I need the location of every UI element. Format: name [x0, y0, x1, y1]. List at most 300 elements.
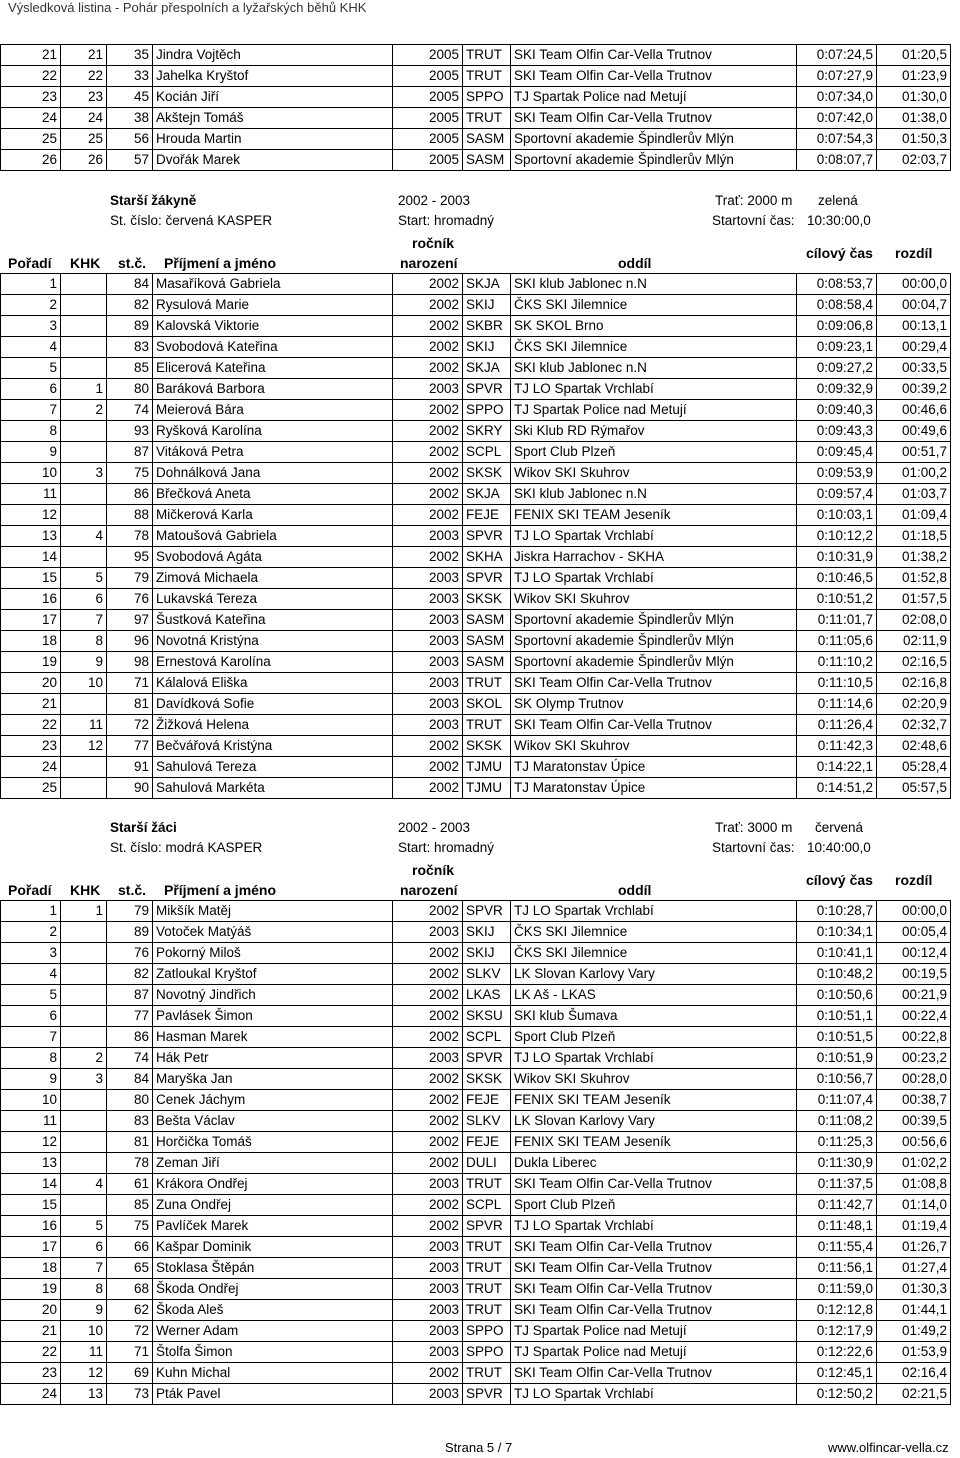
cell-club: FENIX SKI TEAM Jeseník	[511, 505, 797, 526]
cell-diff: 00:46,6	[877, 400, 951, 421]
cell-club-code: SKOL	[463, 694, 511, 715]
cell-diff: 01:02,2	[877, 1153, 951, 1174]
cell-name: Pavlásek Šimon	[153, 1006, 393, 1027]
table-row	[1, 66, 951, 87]
cell-club: SKI Team Olfin Car-Vella Trutnov	[511, 108, 797, 129]
document-title: Výsledková listina - Pohár přespolních a lyžařských běhů KHK	[8, 0, 367, 15]
cell-club-code: TRUT	[463, 66, 511, 87]
cell-khk	[61, 358, 107, 379]
table-row	[1, 108, 951, 129]
cell-diff: 00:38,7	[877, 1090, 951, 1111]
cell-stc: 33	[107, 66, 153, 87]
cell-khk: 5	[61, 568, 107, 589]
cell-club-code: SKSK	[463, 463, 511, 484]
cell-stc: 35	[107, 45, 153, 66]
cell-poradi: 11	[1, 484, 61, 505]
cell-club: TJ LO Spartak Vrchlabí	[511, 1384, 797, 1405]
cell-time: 0:11:59,0	[797, 1279, 877, 1300]
cell-name: Ernestová Karolína	[153, 652, 393, 673]
results-table-boys	[0, 900, 951, 1405]
cell-stc: 91	[107, 757, 153, 778]
cell-time: 0:11:10,5	[797, 673, 877, 694]
cell-club: SKI Team Olfin Car-Vella Trutnov	[511, 1237, 797, 1258]
cell-year: 2003	[393, 1384, 463, 1405]
cell-khk: 2	[61, 400, 107, 421]
table-row	[1, 379, 951, 400]
cell-club: ČKS SKI Jilemnice	[511, 922, 797, 943]
cell-name: Vitáková Petra	[153, 442, 393, 463]
cell-stc: 75	[107, 463, 153, 484]
col-header-stc: st.č.	[118, 882, 147, 898]
cell-diff: 01:23,9	[877, 66, 951, 87]
cell-khk	[61, 337, 107, 358]
table-row	[1, 673, 951, 694]
cell-khk: 6	[61, 589, 107, 610]
cell-name: Meierová Bára	[153, 400, 393, 421]
cell-time: 0:12:12,8	[797, 1300, 877, 1321]
cell-name: Hák Petr	[153, 1048, 393, 1069]
cell-name: Kalovská Viktorie	[153, 316, 393, 337]
cell-stc: 97	[107, 610, 153, 631]
cell-year: 2003	[393, 652, 463, 673]
cell-year: 2003	[393, 1342, 463, 1363]
cell-club: TJ Spartak Police nad Metují	[511, 400, 797, 421]
category-name: Starší žákyně	[110, 193, 197, 208]
cell-time: 0:10:51,1	[797, 1006, 877, 1027]
cell-diff: 01:19,4	[877, 1216, 951, 1237]
cell-club-code: SKRY	[463, 421, 511, 442]
table-row	[1, 568, 951, 589]
cell-year: 2003	[393, 694, 463, 715]
cell-khk: 7	[61, 610, 107, 631]
cell-club: SKI Team Olfin Car-Vella Trutnov	[511, 1300, 797, 1321]
cell-poradi: 10	[1, 1090, 61, 1111]
cell-club: SKI Team Olfin Car-Vella Trutnov	[511, 45, 797, 66]
cell-khk: 4	[61, 1174, 107, 1195]
cell-poradi: 2	[1, 922, 61, 943]
cell-poradi: 9	[1, 442, 61, 463]
cell-time: 0:10:34,1	[797, 922, 877, 943]
cell-time: 0:08:07,7	[797, 150, 877, 171]
cell-year: 2002	[393, 778, 463, 799]
cell-name: Svobodová Kateřina	[153, 337, 393, 358]
cell-diff: 01:30,0	[877, 87, 951, 108]
cell-year: 2003	[393, 673, 463, 694]
cell-poradi: 24	[1, 1384, 61, 1405]
track-length: Trať: 3000 m	[715, 820, 793, 835]
cell-year: 2003	[393, 1237, 463, 1258]
cell-diff: 00:00,0	[877, 901, 951, 922]
cell-khk: 2	[61, 1048, 107, 1069]
footer-url: www.olfincar-vella.cz	[828, 1440, 949, 1455]
cell-stc: 72	[107, 1321, 153, 1342]
cell-club-code: SKJA	[463, 484, 511, 505]
table-row	[1, 943, 951, 964]
cell-name: Baráková Barbora	[153, 379, 393, 400]
cell-time: 0:09:32,9	[797, 379, 877, 400]
cell-club: TJ Maratonstav Úpice	[511, 778, 797, 799]
table-row	[1, 1237, 951, 1258]
cell-club-code: SASM	[463, 652, 511, 673]
cell-khk: 9	[61, 1300, 107, 1321]
cell-diff: 02:21,5	[877, 1384, 951, 1405]
cell-time: 0:10:56,7	[797, 1069, 877, 1090]
cell-club-code: SKIJ	[463, 922, 511, 943]
results-table-girls	[0, 273, 951, 799]
cell-khk: 12	[61, 1363, 107, 1384]
cell-time: 0:12:45,1	[797, 1363, 877, 1384]
cell-khk: 12	[61, 736, 107, 757]
cell-diff: 01:49,2	[877, 1321, 951, 1342]
cell-year: 2002	[393, 358, 463, 379]
cell-diff: 00:51,7	[877, 442, 951, 463]
track-color: červená	[815, 820, 864, 835]
category-name: Starší žáci	[110, 820, 177, 835]
cell-name: Pavlíček Marek	[153, 1216, 393, 1237]
cell-stc: 86	[107, 484, 153, 505]
cell-stc: 81	[107, 1132, 153, 1153]
cell-diff: 01:50,3	[877, 129, 951, 150]
cell-club-code: SCPL	[463, 442, 511, 463]
table-row	[1, 442, 951, 463]
table-row	[1, 358, 951, 379]
cell-diff: 02:16,8	[877, 673, 951, 694]
table-row	[1, 589, 951, 610]
cell-year: 2003	[393, 631, 463, 652]
cell-time: 0:09:06,8	[797, 316, 877, 337]
cell-poradi: 12	[1, 505, 61, 526]
cell-khk	[61, 1111, 107, 1132]
cell-time: 0:09:57,4	[797, 484, 877, 505]
cell-poradi: 22	[1, 1342, 61, 1363]
cell-club: ČKS SKI Jilemnice	[511, 943, 797, 964]
cell-club-code: SKIJ	[463, 295, 511, 316]
cell-year: 2003	[393, 922, 463, 943]
cell-name: Šustková Kateřina	[153, 610, 393, 631]
cell-time: 0:12:17,9	[797, 1321, 877, 1342]
cell-khk	[61, 943, 107, 964]
cell-club: TJ LO Spartak Vrchlabí	[511, 568, 797, 589]
cell-name: Zatloukal Kryštof	[153, 964, 393, 985]
cell-year: 2005	[393, 129, 463, 150]
cell-poradi: 20	[1, 673, 61, 694]
cell-poradi: 8	[1, 421, 61, 442]
cell-club-code: TRUT	[463, 1174, 511, 1195]
cell-club: Sportovní akademie Špindlerův Mlýn	[511, 631, 797, 652]
cell-poradi: 1	[1, 901, 61, 922]
cell-stc: 87	[107, 442, 153, 463]
col-header-oddil: oddíl	[618, 882, 652, 898]
cell-khk: 25	[61, 129, 107, 150]
cell-name: Bečvářová Kristýna	[153, 736, 393, 757]
cell-diff: 01:08,8	[877, 1174, 951, 1195]
cell-poradi: 16	[1, 589, 61, 610]
col-header-narozeni: narození	[400, 882, 458, 898]
cell-club-code: TRUT	[463, 108, 511, 129]
cell-club-code: TJMU	[463, 757, 511, 778]
col-header-rocnik: ročník	[412, 235, 455, 251]
table-row	[1, 484, 951, 505]
cell-khk: 13	[61, 1384, 107, 1405]
cell-time: 0:14:22,1	[797, 757, 877, 778]
cell-time: 0:07:34,0	[797, 87, 877, 108]
cell-club: ČKS SKI Jilemnice	[511, 337, 797, 358]
cell-time: 0:11:08,2	[797, 1111, 877, 1132]
cell-poradi: 26	[1, 150, 61, 171]
table-row	[1, 1279, 951, 1300]
cell-club-code: SPPO	[463, 1342, 511, 1363]
cell-stc: 68	[107, 1279, 153, 1300]
cell-diff: 00:33,5	[877, 358, 951, 379]
cell-year: 2005	[393, 66, 463, 87]
cell-name: Žižková Helena	[153, 715, 393, 736]
cell-club-code: SPVR	[463, 901, 511, 922]
cell-stc: 74	[107, 400, 153, 421]
cell-time: 0:10:28,7	[797, 901, 877, 922]
cell-diff: 05:28,4	[877, 757, 951, 778]
cell-khk: 8	[61, 631, 107, 652]
cell-stc: 77	[107, 736, 153, 757]
cell-name: Hasman Marek	[153, 1027, 393, 1048]
cell-diff: 00:19,5	[877, 964, 951, 985]
cell-stc: 83	[107, 1111, 153, 1132]
cell-name: Pták Pavel	[153, 1384, 393, 1405]
cell-name: Hrouda Martin	[153, 129, 393, 150]
table-row	[1, 715, 951, 736]
table-row	[1, 1006, 951, 1027]
cell-poradi: 4	[1, 964, 61, 985]
cell-year: 2002	[393, 736, 463, 757]
cell-stc: 74	[107, 1048, 153, 1069]
table-row	[1, 274, 951, 295]
cell-name: Zeman Jiří	[153, 1153, 393, 1174]
cell-name: Škoda Aleš	[153, 1300, 393, 1321]
cell-stc: 65	[107, 1258, 153, 1279]
cell-year: 2002	[393, 442, 463, 463]
cell-club-code: TRUT	[463, 1237, 511, 1258]
table-row	[1, 778, 951, 799]
cell-year: 2002	[393, 505, 463, 526]
cell-year: 2002	[393, 484, 463, 505]
cell-name: Svobodová Agáta	[153, 547, 393, 568]
cell-khk: 21	[61, 45, 107, 66]
cell-club: SKI klub Jablonec n.N	[511, 274, 797, 295]
cell-club-code: TRUT	[463, 1363, 511, 1384]
cell-poradi: 24	[1, 108, 61, 129]
cell-poradi: 5	[1, 985, 61, 1006]
cell-time: 0:11:55,4	[797, 1237, 877, 1258]
col-header-rozdil: rozdíl	[895, 872, 933, 888]
cell-time: 0:11:42,3	[797, 736, 877, 757]
cell-poradi: 22	[1, 715, 61, 736]
cell-club-code: TRUT	[463, 715, 511, 736]
cell-stc: 77	[107, 1006, 153, 1027]
col-header-cilovy: cílový čas	[806, 872, 873, 888]
table-row	[1, 1342, 951, 1363]
cell-diff: 00:21,9	[877, 985, 951, 1006]
cell-club: SKI klub Šumava	[511, 1006, 797, 1027]
start-time-label: Startovní čas:	[712, 840, 795, 855]
cell-year: 2003	[393, 1258, 463, 1279]
table-row	[1, 1216, 951, 1237]
table-row	[1, 150, 951, 171]
table-row	[1, 526, 951, 547]
cell-khk: 26	[61, 150, 107, 171]
cell-poradi: 17	[1, 610, 61, 631]
cell-club-code: SKSK	[463, 589, 511, 610]
cell-khk	[61, 547, 107, 568]
col-header-khk: KHK	[70, 255, 101, 271]
cell-year: 2002	[393, 337, 463, 358]
cell-year: 2005	[393, 87, 463, 108]
cell-name: Cenek Jáchym	[153, 1090, 393, 1111]
cell-name: Dvořák Marek	[153, 150, 393, 171]
cell-club: SKI Team Olfin Car-Vella Trutnov	[511, 1258, 797, 1279]
cell-stc: 83	[107, 337, 153, 358]
cell-club-code: SLKV	[463, 1111, 511, 1132]
table-row	[1, 337, 951, 358]
cell-name: Davídková Sofie	[153, 694, 393, 715]
cell-diff: 01:52,8	[877, 568, 951, 589]
cell-club: TJ Spartak Police nad Metují	[511, 1342, 797, 1363]
cell-time: 0:07:24,5	[797, 45, 877, 66]
cell-stc: 73	[107, 1384, 153, 1405]
cell-year: 2002	[393, 943, 463, 964]
cell-poradi: 21	[1, 1321, 61, 1342]
table-row	[1, 652, 951, 673]
cell-name: Maryška Jan	[153, 1069, 393, 1090]
cell-diff: 01:44,1	[877, 1300, 951, 1321]
cell-club-code: SPPO	[463, 87, 511, 108]
cell-club: Wikov SKI Skuhrov	[511, 463, 797, 484]
table-row	[1, 45, 951, 66]
cell-poradi: 25	[1, 778, 61, 799]
cell-time: 0:09:45,4	[797, 442, 877, 463]
cell-year: 2002	[393, 316, 463, 337]
cell-name: Jindra Vojtěch	[153, 45, 393, 66]
cell-year: 2003	[393, 1174, 463, 1195]
cell-club: Dukla Liberec	[511, 1153, 797, 1174]
cell-club: Wikov SKI Skuhrov	[511, 589, 797, 610]
cell-diff: 00:29,4	[877, 337, 951, 358]
table-row	[1, 1153, 951, 1174]
cell-poradi: 24	[1, 757, 61, 778]
category-years: 2002 - 2003	[398, 820, 471, 835]
cell-khk: 6	[61, 1237, 107, 1258]
cell-time: 0:10:48,2	[797, 964, 877, 985]
cell-club: SKI Team Olfin Car-Vella Trutnov	[511, 715, 797, 736]
cell-year: 2002	[393, 985, 463, 1006]
cell-name: Stoklasa Štěpán	[153, 1258, 393, 1279]
cell-khk	[61, 1132, 107, 1153]
cell-stc: 76	[107, 589, 153, 610]
cell-year: 2005	[393, 45, 463, 66]
cell-club-code: SKJA	[463, 358, 511, 379]
cell-club-code: SPPO	[463, 400, 511, 421]
cell-stc: 81	[107, 694, 153, 715]
cell-club-code: SKBR	[463, 316, 511, 337]
cell-club: LK Slovan Karlovy Vary	[511, 1111, 797, 1132]
cell-poradi: 9	[1, 1069, 61, 1090]
cell-time: 0:08:58,4	[797, 295, 877, 316]
cell-stc: 80	[107, 379, 153, 400]
cell-name: Votoček Matýáš	[153, 922, 393, 943]
cell-club-code: SPVR	[463, 1384, 511, 1405]
cell-club: Jiskra Harrachov - SKHA	[511, 547, 797, 568]
cell-poradi: 11	[1, 1111, 61, 1132]
cell-poradi: 6	[1, 379, 61, 400]
cell-diff: 00:56,6	[877, 1132, 951, 1153]
cell-year: 2002	[393, 1132, 463, 1153]
cell-club: Sportovní akademie Špindlerův Mlýn	[511, 150, 797, 171]
cell-diff: 01:53,9	[877, 1342, 951, 1363]
col-header-rocnik: ročník	[412, 862, 455, 878]
cell-time: 0:11:01,7	[797, 610, 877, 631]
cell-year: 2002	[393, 1069, 463, 1090]
cell-poradi: 22	[1, 66, 61, 87]
cell-time: 0:10:51,5	[797, 1027, 877, 1048]
cell-club: Sport Club Plzeň	[511, 1195, 797, 1216]
cell-time: 0:09:40,3	[797, 400, 877, 421]
cell-khk: 5	[61, 1216, 107, 1237]
cell-khk: 1	[61, 379, 107, 400]
cell-time: 0:07:27,9	[797, 66, 877, 87]
cell-poradi: 19	[1, 652, 61, 673]
cell-name: Krákora Ondřej	[153, 1174, 393, 1195]
cell-year: 2003	[393, 379, 463, 400]
cell-time: 0:10:41,1	[797, 943, 877, 964]
cell-khk	[61, 964, 107, 985]
cell-name: Kocián Jiří	[153, 87, 393, 108]
cell-stc: 84	[107, 1069, 153, 1090]
cell-poradi: 17	[1, 1237, 61, 1258]
table-row	[1, 901, 951, 922]
cell-time: 0:10:50,6	[797, 985, 877, 1006]
category-years: 2002 - 2003	[398, 193, 471, 208]
cell-time: 0:11:25,3	[797, 1132, 877, 1153]
cell-khk	[61, 316, 107, 337]
cell-year: 2002	[393, 1153, 463, 1174]
cell-diff: 00:04,7	[877, 295, 951, 316]
cell-club: TJ LO Spartak Vrchlabí	[511, 379, 797, 400]
col-header-cilovy: cílový čas	[806, 245, 873, 261]
cell-khk	[61, 1153, 107, 1174]
page-number: Strana 5 / 7	[445, 1440, 513, 1455]
cell-diff: 02:32,7	[877, 715, 951, 736]
cell-year: 2003	[393, 589, 463, 610]
cell-khk	[61, 274, 107, 295]
table-row	[1, 1111, 951, 1132]
table-row	[1, 736, 951, 757]
cell-khk: 3	[61, 1069, 107, 1090]
table-row	[1, 87, 951, 108]
cell-stc: 85	[107, 1195, 153, 1216]
start-time-label: Startovní čas:	[712, 213, 795, 228]
cell-club-code: SCPL	[463, 1027, 511, 1048]
table-row	[1, 964, 951, 985]
table-row	[1, 295, 951, 316]
cell-club-code: FEJE	[463, 505, 511, 526]
table-row	[1, 757, 951, 778]
cell-poradi: 19	[1, 1279, 61, 1300]
cell-time: 0:11:30,9	[797, 1153, 877, 1174]
cell-poradi: 6	[1, 1006, 61, 1027]
cell-diff: 02:16,5	[877, 652, 951, 673]
cell-khk	[61, 985, 107, 1006]
cell-club-code: SPVR	[463, 526, 511, 547]
cell-diff: 00:39,2	[877, 379, 951, 400]
cell-khk	[61, 1090, 107, 1111]
